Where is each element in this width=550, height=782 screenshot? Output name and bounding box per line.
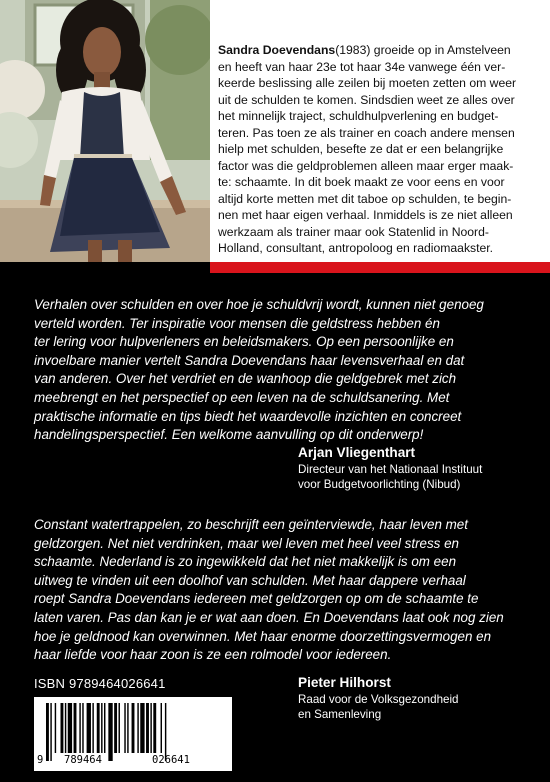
barcode-bar bbox=[137, 703, 138, 753]
quote-line: verteld worden. Ter inspiratie voor mensen die geldstress hebben én bbox=[34, 315, 440, 331]
bio-line: teren. Pas toen ze als trainer en coach andere mensen bbox=[218, 125, 515, 140]
bio-line: te: schaamte. In dit boek maakt ze voor eens en voor bbox=[218, 175, 505, 189]
barcode-bar bbox=[165, 703, 166, 761]
quote-line: uitweg te vinden uit een doolhof van schulden. Met haar dappere verhaal bbox=[34, 572, 466, 588]
bio-line: hielp met schulden, besefte ze dat er een belangrijke bbox=[218, 142, 504, 156]
quote-line: haar liefde voor haar zoon is ze een rolmodel voor iedereen. bbox=[34, 647, 392, 663]
accent-bar bbox=[210, 262, 550, 273]
barcode-bar bbox=[124, 703, 125, 753]
barcode-bar bbox=[50, 703, 51, 761]
quote-1-role: voor Budgetvoorlichting (Nibud) bbox=[298, 478, 461, 491]
quote-1-attribution bbox=[298, 444, 482, 492]
quote-line: ter lering voor hulpverleners en beleidsmakers. Op een persoonlijke en bbox=[34, 334, 454, 350]
barcode-left-digits: 789464 bbox=[64, 754, 102, 766]
quote-line: roept Sandra Doevendans iedereen met geldzorgen op om de schaamte te bbox=[34, 591, 479, 607]
bio-line: werkzaam als trainer maar ook Statenlid in Noord- bbox=[218, 224, 489, 239]
barcode-bar bbox=[87, 703, 91, 753]
barcode-right-digits: 026641 bbox=[152, 754, 190, 766]
quote-line: meebrengt en het perspectief op een leven na de schuldsanering. Met bbox=[34, 389, 450, 405]
barcode-bar bbox=[119, 703, 120, 753]
barcode bbox=[34, 697, 232, 771]
quote-line: hoe je geldnood kan overwinnen. Met haar enorme doorzettingsvermogen en bbox=[34, 628, 492, 644]
barcode-bar bbox=[161, 703, 162, 753]
author-photo-illustration bbox=[0, 0, 210, 262]
quote-line: Verhalen over schulden en over hoe je schuldvrij wordt, kunnen niet genoeg bbox=[34, 297, 484, 312]
barcode-bar bbox=[153, 703, 156, 753]
bio-line: het minnelijk traject, schuldhulpverlening en budget- bbox=[218, 109, 499, 123]
author-name: Sandra Doevendans bbox=[218, 43, 336, 57]
barcode-bar bbox=[146, 703, 149, 753]
barcode-bar bbox=[46, 703, 49, 761]
quote-2-attribution bbox=[298, 674, 459, 722]
quote-line: van anderen. Over het verdriet en de wanhoop die geldgebrek met zich bbox=[34, 371, 457, 387]
barcode-bar bbox=[104, 703, 105, 753]
quote-line: geldzorgen. Net niet verdrinken, maar wel leven met heel veel stress en bbox=[34, 535, 459, 551]
quote-line: Constant watertrappelen, zo beschrijft een geïnterviewde, haar leven met bbox=[34, 517, 468, 532]
bio-line: (1983) groeide op in Amstelveen bbox=[335, 43, 511, 57]
barcode-bar bbox=[108, 703, 112, 761]
barcode-bar bbox=[140, 703, 144, 753]
barcode-bar bbox=[92, 703, 93, 753]
author-section bbox=[0, 0, 550, 262]
quote-line: schaamte. Nederland is zo ingewikkeld dat het niet makkelijk is om een bbox=[34, 554, 457, 570]
barcode-bar bbox=[74, 703, 77, 753]
author-photo bbox=[0, 0, 210, 262]
barcode-bar bbox=[61, 703, 64, 753]
bio-line: en heeft van haar 23e tot haar 34e vanwege één ver- bbox=[218, 59, 506, 74]
barcode-bar bbox=[82, 703, 83, 753]
blurb-quote-2 bbox=[34, 516, 526, 665]
barcode-bar bbox=[127, 703, 128, 753]
quote-line: invoelbare manier vertelt Sandra Doevendans haar levensverhaal en dat bbox=[34, 352, 465, 368]
blurb-quote-1 bbox=[34, 296, 526, 445]
barcode-bar bbox=[68, 703, 72, 753]
barcode-bar bbox=[79, 703, 80, 753]
barcode-bar bbox=[65, 703, 66, 753]
bio-line: keerde beslissing alle zeilen bij moeten zetten om weer bbox=[218, 76, 517, 90]
isbn-text: ISBN 9789464026641 bbox=[34, 676, 166, 691]
quote-line: praktische informatie en tips biedt het waardevolle inzichten en concreet bbox=[34, 408, 462, 424]
bio-line: nen met haar eigen verhaal. Inmiddels is ze niet alleen bbox=[218, 208, 513, 222]
barcode-lead-digit: 9 bbox=[37, 754, 44, 766]
bio-line: altijd korte metten met dit taboe op schulden, te begin- bbox=[218, 191, 512, 206]
quote-1-author: Arjan Vliegenthart bbox=[298, 445, 416, 460]
quote-2-role: en Samenleving bbox=[298, 708, 382, 721]
bio-line: factor was die geldproblemen alleen maar erger maak- bbox=[218, 158, 514, 173]
quote-line: handelingsperspectief. Een welkome aanvulling op dit onderwerp! bbox=[34, 427, 424, 443]
barcode-bar bbox=[55, 703, 56, 753]
bio-line: uit de schulden te komen. Sindsdien weet ze alles over bbox=[218, 92, 515, 107]
quote-1-role: Directeur van het Nationaal Instituut bbox=[298, 463, 483, 476]
barcode-bar bbox=[101, 703, 102, 753]
barcode-bar bbox=[114, 703, 117, 753]
barcode-bar bbox=[132, 703, 135, 753]
author-bio bbox=[218, 42, 540, 257]
quote-2-author: Pieter Hilhorst bbox=[298, 675, 391, 690]
barcode-bar bbox=[150, 703, 151, 753]
bio-line: Holland, consultant, antropoloog en radiomaakster. bbox=[218, 241, 494, 255]
barcode-bar bbox=[97, 703, 100, 753]
quote-2-role: Raad voor de Volksgezondheid bbox=[298, 693, 459, 706]
quote-line: laten varen. Pas dan kan je er wat aan doen. En Doevendans laat ook nog zien bbox=[34, 609, 504, 625]
